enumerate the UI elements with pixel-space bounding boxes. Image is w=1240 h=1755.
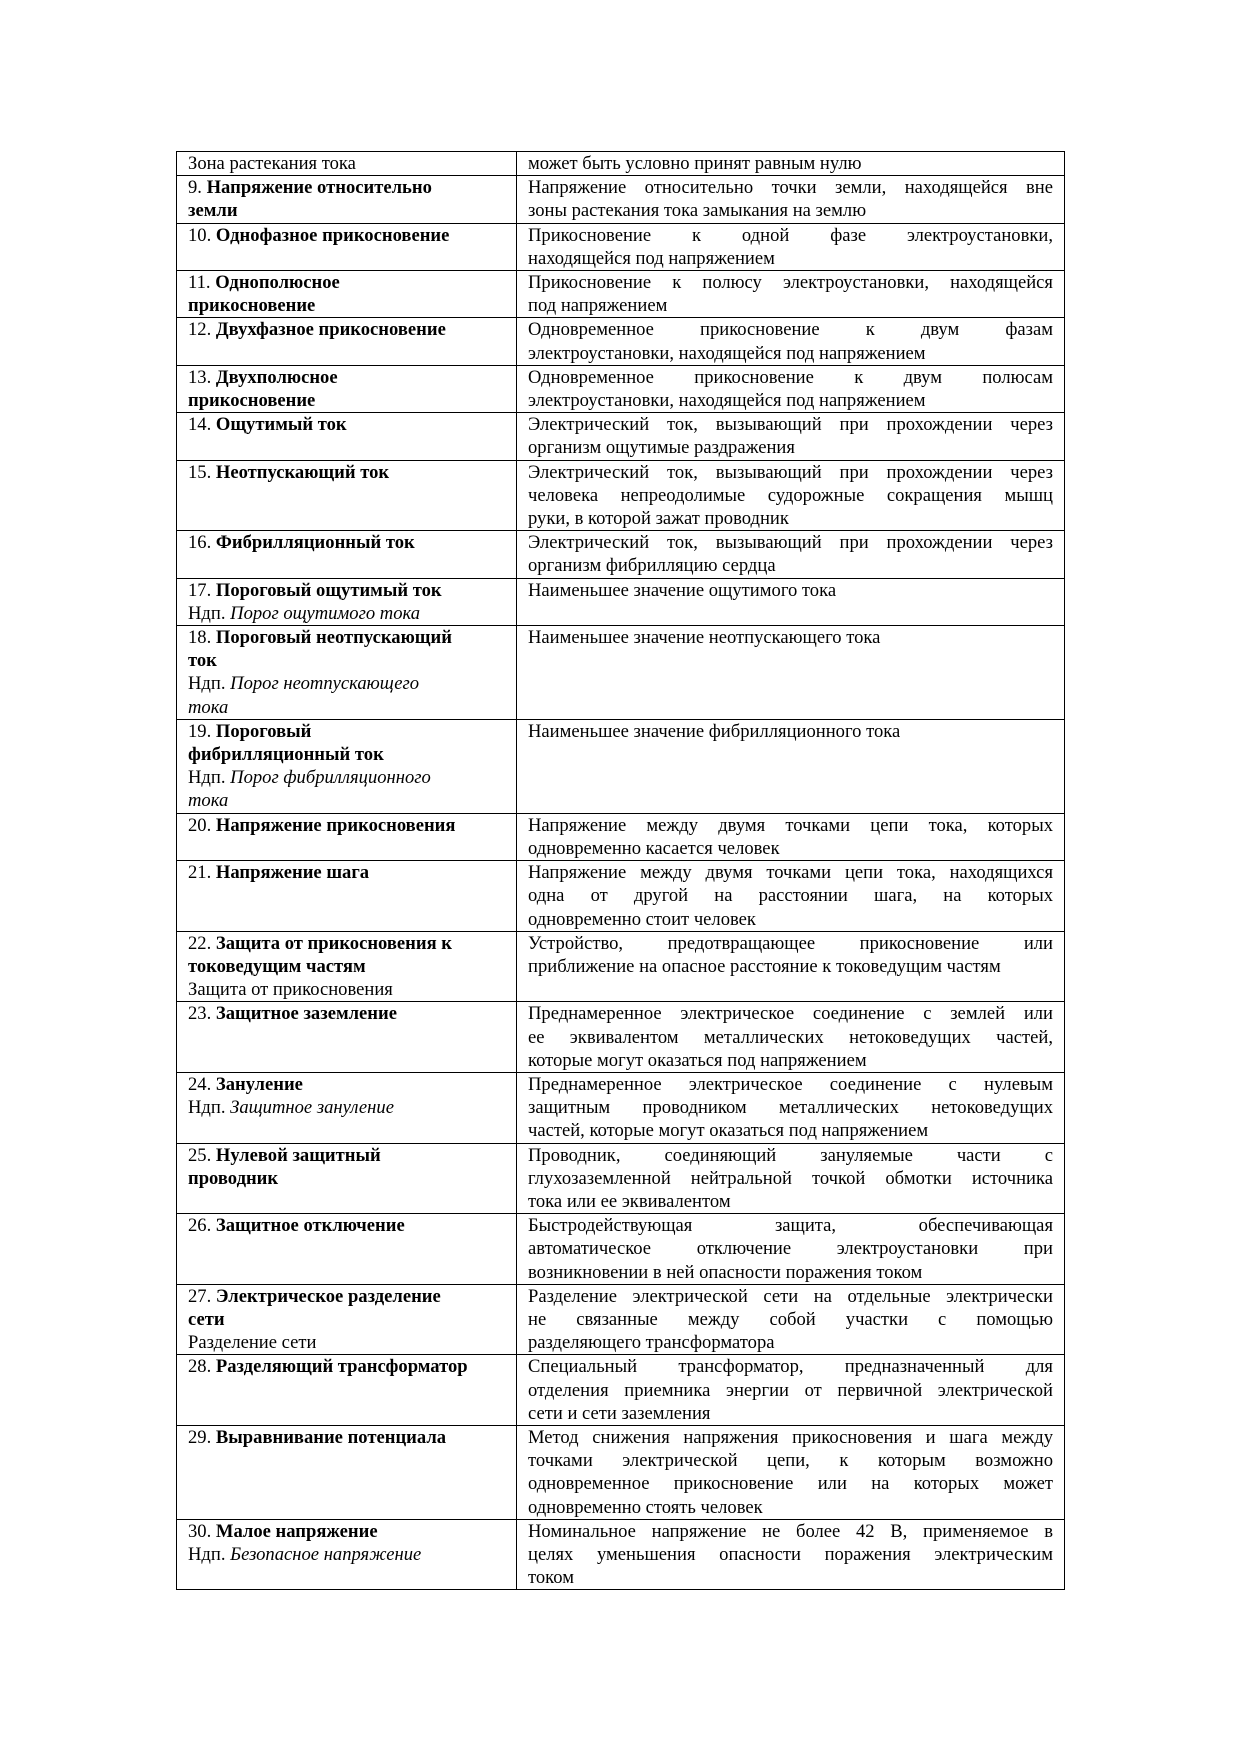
definition-line: Электрический ток, вызывающий при прохождении через — [528, 461, 1053, 483]
definition-line: Номинальное напряжение не более 42 В, применяемое в — [528, 1520, 1053, 1542]
term-text: Защита от прикосновения — [188, 979, 393, 1001]
definition-cell — [517, 271, 1065, 318]
term-text: 26. — [188, 1215, 216, 1237]
term-line — [188, 766, 505, 789]
definition-cell — [517, 413, 1065, 460]
term-line — [188, 672, 505, 695]
term-text: 19. — [188, 720, 216, 742]
term-cell — [177, 413, 517, 460]
term-cell — [177, 271, 517, 318]
term-name: Разделяющий трансформатор — [215, 1356, 468, 1378]
term-name: Напряжение прикосновения — [215, 814, 456, 836]
term-line — [188, 602, 505, 625]
deprecated-term: тока — [188, 696, 229, 718]
term-text: 9. — [188, 177, 207, 199]
term-text: 30. — [188, 1520, 216, 1542]
term-name: Электрическое разделение — [215, 1285, 441, 1307]
definition-line: одновременное прикосновение или на которых может — [528, 1473, 1053, 1495]
term-line — [188, 978, 505, 1001]
table-row — [177, 413, 1065, 460]
definition-line: электроустановки, находящейся под напряжением — [528, 342, 926, 364]
term-text: 16. — [188, 532, 216, 554]
definition-line: Наименьшее значение фибрилляционного тока — [528, 720, 901, 742]
term-line — [188, 1144, 505, 1167]
definition-line: одновременно касается человек — [528, 837, 780, 859]
table-row — [177, 1214, 1065, 1285]
definition-line: Напряжение относительно точки земли, находящейся вне — [528, 177, 1053, 199]
term-line — [188, 814, 505, 837]
definition-line: Напряжение между двумя точками цепи тока, находящихся — [528, 862, 1053, 884]
definition-line: одновременно стоит человек — [528, 908, 756, 930]
definition-line: частей, которые могут оказаться под напряжением — [528, 1120, 929, 1142]
table-row — [177, 271, 1065, 318]
term-line — [188, 1096, 505, 1119]
term-name: Защитное отключение — [215, 1215, 405, 1237]
table-row — [177, 318, 1065, 365]
term-cell — [177, 1519, 517, 1590]
definition-cell — [517, 813, 1065, 860]
term-name: Пороговый неотпускающий — [215, 627, 452, 649]
term-cell — [177, 152, 517, 176]
deprecated-term: Порог ощутимого тока — [230, 602, 421, 624]
definition-line: электроустановки, находящейся под напряжением — [528, 390, 926, 412]
term-cell — [177, 813, 517, 860]
definition-line: одна от другой на расстоянии шага, на которых — [528, 885, 1053, 907]
definition-line: Электрический ток, вызывающий при прохождении через — [528, 532, 1053, 554]
table-row — [177, 365, 1065, 412]
term-text: 13. — [188, 366, 216, 388]
term-text: 10. — [188, 224, 216, 246]
definition-cell — [517, 1284, 1065, 1355]
definition-line: тока или ее эквивалентом — [528, 1190, 731, 1212]
table-row — [177, 460, 1065, 531]
term-line — [188, 1002, 505, 1025]
table-row — [177, 176, 1065, 223]
definition-line: отделения приемника энергии от первичной электрической — [528, 1379, 1053, 1401]
term-cell — [177, 578, 517, 625]
table-row — [177, 1284, 1065, 1355]
definition-line: организм фибрилляцию сердца — [528, 555, 776, 577]
term-cell — [177, 176, 517, 223]
term-line — [188, 1355, 505, 1378]
definition-cell — [517, 365, 1065, 412]
term-name: прикосновение — [188, 295, 316, 317]
definition-cell — [517, 931, 1065, 1002]
term-cell — [177, 1214, 517, 1285]
deprecated-term: Порог фибрилляционного — [230, 767, 431, 789]
term-name: Выравнивание потенциала — [215, 1426, 447, 1448]
definition-cell — [517, 1425, 1065, 1519]
definition-line: Быстродействующая защита, обеспечивающая — [528, 1215, 1053, 1237]
table-row — [177, 1072, 1065, 1143]
term-line — [188, 1543, 505, 1566]
term-cell — [177, 460, 517, 531]
definition-line: не связанные между собой участки с помощью — [528, 1308, 1053, 1330]
definition-line: Одновременное прикосновение к двум полюсам — [528, 366, 1053, 388]
term-line — [188, 649, 505, 672]
definition-line: Устройство, предотвращающее прикосновение или — [528, 932, 1053, 954]
definition-line: Одновременное прикосновение к двум фазам — [528, 319, 1053, 341]
definition-line: организм ощутимые раздражения — [528, 437, 795, 459]
table-row — [177, 531, 1065, 578]
term-line — [188, 1520, 505, 1543]
term-text: 24. — [188, 1073, 216, 1095]
definition-line: сети и сети заземления — [528, 1402, 711, 1424]
term-line — [188, 224, 505, 247]
term-cell — [177, 318, 517, 365]
term-line — [188, 626, 505, 649]
term-text: Ндп. — [188, 1097, 231, 1119]
term-line — [188, 1285, 505, 1308]
term-name: фибрилляционный ток — [188, 744, 384, 766]
definition-line: находящейся под напряжением — [528, 247, 775, 269]
term-name: Нулевой защитный — [215, 1144, 381, 1166]
definition-cell — [517, 1002, 1065, 1073]
definition-line: возникновении в ней опасности поражения током — [528, 1261, 923, 1283]
term-line — [188, 955, 505, 978]
deprecated-term: Порог неотпускающего — [230, 673, 420, 695]
term-name: Защитное заземление — [215, 1003, 397, 1025]
term-cell — [177, 223, 517, 270]
term-name: сети — [188, 1308, 225, 1330]
table-row — [177, 1355, 1065, 1426]
definition-line: Электрический ток, вызывающий при прохождении через — [528, 414, 1053, 436]
definition-line: точками электрической цепи, к которым возможно — [528, 1450, 1053, 1472]
definition-cell — [517, 719, 1065, 813]
term-cell — [177, 1355, 517, 1426]
definition-line: Преднамеренное электрическое соединение с землей или — [528, 1003, 1053, 1025]
term-name: Однофазное прикосновение — [215, 224, 450, 246]
terms-table — [176, 151, 1065, 1590]
table-row — [177, 931, 1065, 1002]
term-name: Зануление — [215, 1073, 303, 1095]
definition-line: ее эквивалентом металлических нетоковедущих частей, — [528, 1026, 1053, 1048]
term-cell — [177, 1072, 517, 1143]
definition-line: Наименьшее значение неотпускающего тока — [528, 627, 881, 649]
definition-line: под напряжением — [528, 295, 668, 317]
term-text: Зона растекания тока — [188, 153, 356, 174]
table-row — [177, 626, 1065, 720]
term-line — [188, 318, 505, 341]
definition-line: Наименьшее значение ощутимого тока — [528, 579, 837, 601]
definition-line: которые могут оказаться под напряжением — [528, 1049, 867, 1071]
definition-cell — [517, 152, 1065, 176]
term-line — [188, 932, 505, 955]
term-name: ток — [188, 650, 217, 672]
term-line — [188, 720, 505, 743]
definition-cell — [517, 861, 1065, 932]
term-cell — [177, 1002, 517, 1073]
term-cell — [177, 1143, 517, 1214]
table-row — [177, 1425, 1065, 1519]
definition-cell — [517, 460, 1065, 531]
term-line — [188, 1308, 505, 1331]
term-text: 25. — [188, 1144, 216, 1166]
term-text: Ндп. — [188, 1543, 231, 1565]
definition-line: током — [528, 1567, 574, 1589]
definition-cell — [517, 578, 1065, 625]
definition-line: Прикосновение к одной фазе электроустановки, — [528, 224, 1053, 246]
term-text: 20. — [188, 814, 216, 836]
term-line — [188, 271, 505, 294]
term-name: Напряжение шага — [215, 862, 370, 884]
table-row — [177, 1002, 1065, 1073]
term-text: 11. — [188, 272, 216, 294]
term-line — [188, 1214, 505, 1237]
definition-line: разделяющего трансформатора — [528, 1332, 775, 1354]
definition-line: Прикосновение к полюсу электроустановки, находящейся — [528, 272, 1053, 294]
term-text: 14. — [188, 414, 216, 436]
definition-cell — [517, 318, 1065, 365]
term-name: Пороговый ощутимый ток — [215, 579, 442, 601]
table-row — [177, 1519, 1065, 1590]
definition-line: Разделение электрической сети на отдельные электрически — [528, 1285, 1053, 1307]
definition-cell — [517, 1143, 1065, 1214]
term-name: Малое напряжение — [215, 1520, 378, 1542]
term-line — [188, 152, 505, 175]
term-cell — [177, 1284, 517, 1355]
term-text: 12. — [188, 319, 216, 341]
term-text: 29. — [188, 1426, 216, 1448]
definition-line: глухозаземленной нейтральной точкой обмотки источника — [528, 1167, 1053, 1189]
term-name: токоведущим частям — [188, 955, 366, 977]
definition-line: приближение на опасное расстояние к токоведущим частям — [528, 955, 1001, 977]
definition-line: Преднамеренное электрическое соединение с нулевым — [528, 1073, 1053, 1095]
term-name: Напряжение относительно — [206, 177, 432, 199]
term-text: 23. — [188, 1003, 216, 1025]
table-row — [177, 152, 1065, 176]
definition-cell — [517, 531, 1065, 578]
table-row — [177, 719, 1065, 813]
term-text: 27. — [188, 1285, 216, 1307]
term-cell — [177, 1425, 517, 1519]
term-name: земли — [188, 200, 238, 222]
term-text: Ндп. — [188, 673, 231, 695]
term-cell — [177, 719, 517, 813]
term-name: Защита от прикосновения к — [215, 932, 453, 954]
definition-line: Проводник, соединяющий зануляемые части с — [528, 1144, 1053, 1166]
term-name: Пороговый — [215, 720, 312, 742]
table-row — [177, 861, 1065, 932]
term-line — [188, 531, 505, 554]
term-line — [188, 199, 505, 222]
term-line — [188, 413, 505, 436]
term-cell — [177, 931, 517, 1002]
term-line — [188, 461, 505, 484]
term-name: Фибрилляционный ток — [215, 532, 415, 554]
term-text: Ндп. — [188, 602, 231, 624]
term-cell — [177, 365, 517, 412]
term-name: Однополюсное — [215, 272, 340, 294]
term-text: Ндп. — [188, 767, 231, 789]
definition-line: зоны растекания тока замыкания на землю — [528, 200, 867, 222]
deprecated-term: Безопасное напряжение — [230, 1543, 422, 1565]
term-line — [188, 579, 505, 602]
table-row — [177, 578, 1065, 625]
definition-cell — [517, 626, 1065, 720]
term-line — [188, 1167, 505, 1190]
term-name: проводник — [188, 1167, 279, 1189]
term-line — [188, 1073, 505, 1096]
table-row — [177, 813, 1065, 860]
term-line — [188, 1331, 505, 1354]
term-name: Ощутимый ток — [215, 414, 347, 436]
definition-cell — [517, 223, 1065, 270]
definition-cell — [517, 1072, 1065, 1143]
definition-line: Специальный трансформатор, предназначенный для — [528, 1356, 1053, 1378]
term-name: прикосновение — [188, 390, 316, 412]
term-line — [188, 389, 505, 412]
definition-cell — [517, 1519, 1065, 1590]
term-name: Двухфазное прикосновение — [215, 319, 446, 341]
term-line — [188, 861, 505, 884]
term-line — [188, 1426, 505, 1449]
deprecated-term: тока — [188, 790, 229, 812]
term-text: 21. — [188, 862, 216, 884]
table-row — [177, 1143, 1065, 1214]
deprecated-term: Защитное зануление — [230, 1097, 394, 1119]
definition-cell — [517, 1355, 1065, 1426]
terms-table-body — [177, 152, 1065, 1590]
term-cell — [177, 861, 517, 932]
term-text: 28. — [188, 1356, 216, 1378]
term-line — [188, 366, 505, 389]
definition-line: автоматическое отключение электроустановки при — [528, 1238, 1053, 1260]
term-line — [188, 696, 505, 719]
term-line — [188, 176, 505, 199]
definition-line: Напряжение между двумя точками цепи тока, которых — [528, 814, 1053, 836]
term-text: 18. — [188, 627, 216, 649]
term-text: 17. — [188, 579, 216, 601]
definition-cell — [517, 176, 1065, 223]
term-cell — [177, 626, 517, 720]
term-line — [188, 789, 505, 812]
term-cell — [177, 531, 517, 578]
definition-line: руки, в которой зажат проводник — [528, 508, 789, 530]
term-line — [188, 743, 505, 766]
term-line — [188, 294, 505, 317]
definition-line: одновременно стоять человек — [528, 1496, 763, 1518]
term-text: Разделение сети — [188, 1332, 317, 1354]
term-name: Двухполюсное — [215, 366, 338, 388]
term-text: 22. — [188, 932, 216, 954]
definition-line: человека непреодолимые судорожные сокращения мышц — [528, 484, 1053, 506]
definition-line: защитным проводником металлических нетоковедущих — [528, 1097, 1053, 1119]
definition-line: Метод снижения напряжения прикосновения и шага между — [528, 1426, 1053, 1448]
definition-line: может быть условно принят равным нулю — [528, 153, 862, 174]
definition-line: целях уменьшения опасности поражения электрическим — [528, 1543, 1053, 1565]
term-text: 15. — [188, 461, 216, 483]
table-row — [177, 223, 1065, 270]
definition-cell — [517, 1214, 1065, 1285]
term-name: Неотпускающий ток — [215, 461, 390, 483]
